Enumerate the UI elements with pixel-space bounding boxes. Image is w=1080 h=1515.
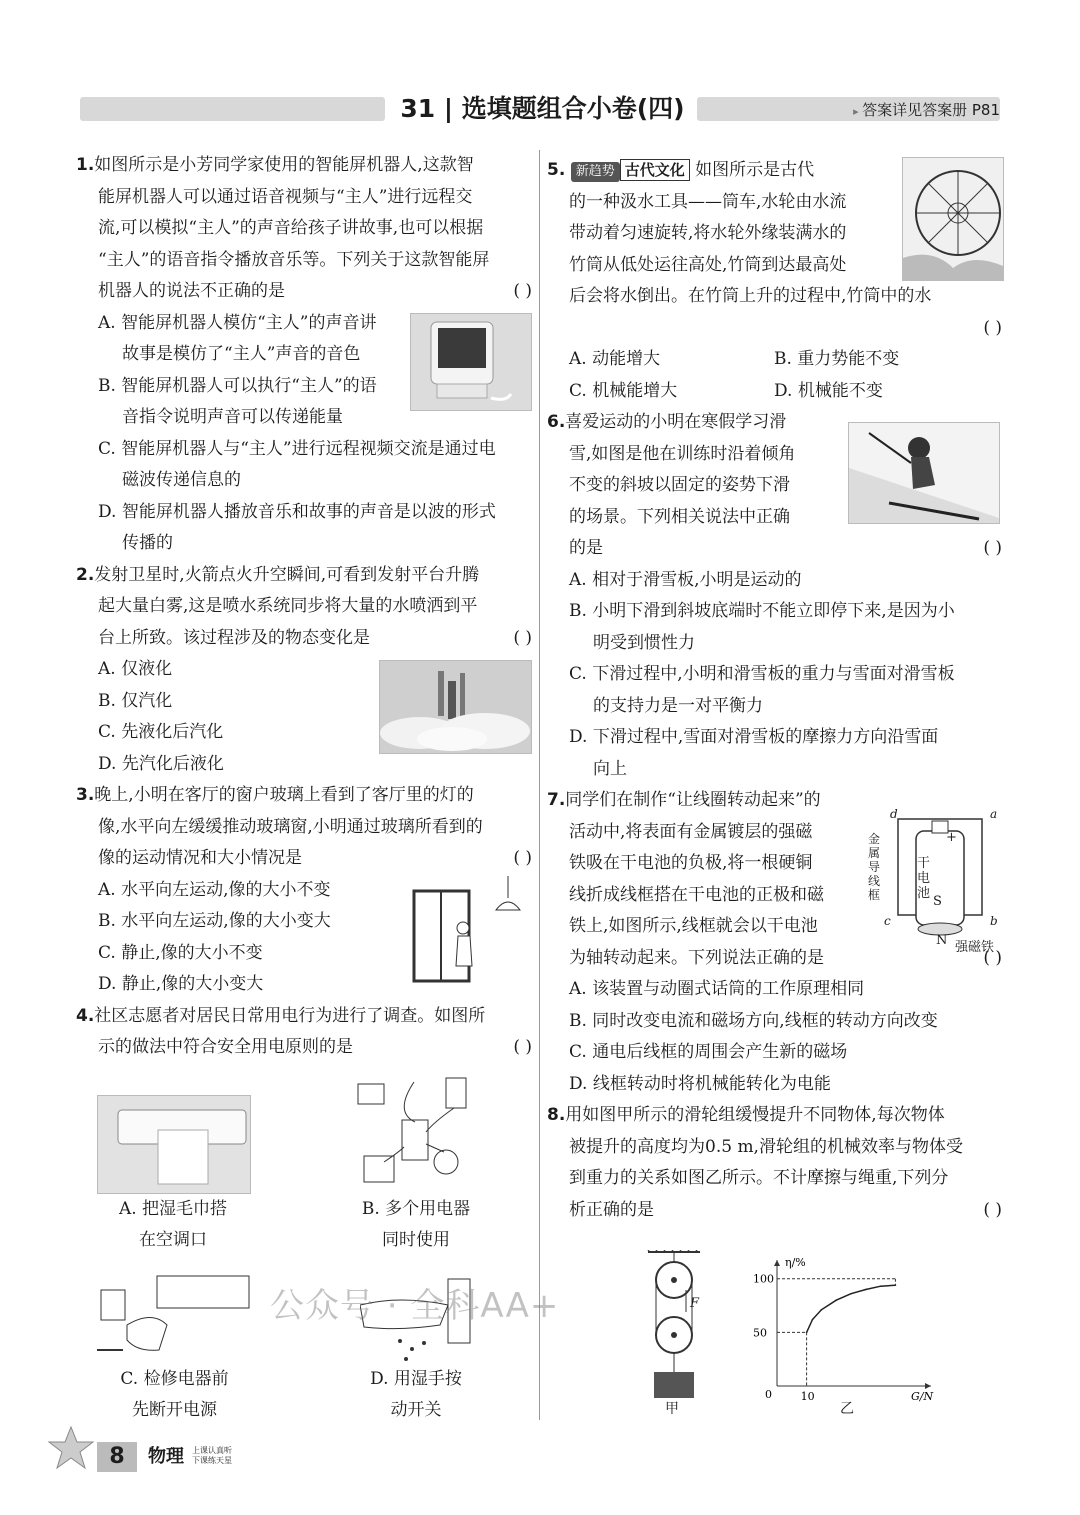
window-lamp-icon xyxy=(408,876,530,984)
question-text: 为轴转动起来。下列说法正确的是 xyxy=(569,947,824,968)
y-axis-arrow xyxy=(774,1260,780,1266)
question-text: 不变的斜坡以固定的姿势下滑 xyxy=(569,475,790,495)
option-c-cont: 磁波传递信息的 xyxy=(122,470,241,490)
option-c: C. 通电后线框的周围会产生新的磁场 xyxy=(569,1042,848,1062)
option-b: B. 智能屏机器人可以执行“主人”的语 xyxy=(98,375,377,396)
option-d-caption: D. 用湿手按 xyxy=(370,1369,462,1389)
efficiency-chart-svg xyxy=(745,1258,935,1408)
question-text: 流,可以模拟“主人”的声音给孩子讲故事,也可以根据 xyxy=(98,218,484,238)
question-number: 2. xyxy=(76,564,95,585)
question-text: 被提升的高度均为0.5 m,滑轮组的机械效率与物体受 xyxy=(569,1136,963,1157)
header-bar-left xyxy=(80,97,385,121)
option-c: C. 静止,像的大小不变 xyxy=(98,942,263,963)
answer-blank: ( ) xyxy=(983,538,1002,558)
option-a: A. 相对于滑雪板,小明是运动的 xyxy=(569,569,802,590)
robot-photo xyxy=(410,313,532,411)
option-d: D. 机械能不变 xyxy=(774,380,883,401)
switch-off-icon xyxy=(97,1270,252,1362)
option-a-caption: 在空调口 xyxy=(139,1230,207,1250)
robot-icon xyxy=(411,314,531,410)
question-number: 3. xyxy=(76,785,95,805)
question-text: 台上所致。该过程涉及的物态变化是 xyxy=(98,627,370,648)
option-d-cont: 向上 xyxy=(593,758,627,779)
data-point xyxy=(895,1284,897,1286)
answer-blank: ( ) xyxy=(513,627,532,648)
data-point xyxy=(865,1289,867,1291)
answer-blank: ( ) xyxy=(983,947,1002,968)
option-d: D. 先汽化后液化 xyxy=(98,753,224,774)
option-a: A. 智能屏机器人模仿“主人”的声音讲 xyxy=(98,312,377,333)
right-column xyxy=(547,155,1002,1226)
question-text: 如图所示是古代 xyxy=(695,160,815,180)
skier-photo xyxy=(848,422,1000,524)
question-4 xyxy=(76,1001,532,1064)
question-text: 起大量白雾,这是喷水系统同步将大量的水喷洒到平 xyxy=(98,596,478,616)
answer-blank: ( ) xyxy=(513,1037,532,1057)
column-divider xyxy=(539,150,540,1420)
option-a: A. 该装置与动圈式话筒的工作原理相同 xyxy=(569,979,865,999)
figure-a-label: 甲 xyxy=(665,1401,679,1417)
option-a: A. 水平向左运动,像的大小不变 xyxy=(98,879,331,900)
question-text: 晚上,小明在客厅的窗户玻璃上看到了客厅里的灯的 xyxy=(94,785,474,805)
multiple-appliances-drawing xyxy=(354,1072,482,1192)
option-d: D. 线框转动时将机械能转化为电能 xyxy=(569,1073,831,1094)
question-text: 后会将水倒出。在竹筒上升的过程中,竹筒中的水 xyxy=(569,286,932,306)
waterwheel-icon xyxy=(903,158,1003,280)
option-c: C. 下滑过程中,小明和滑雪板的重力与雪面对滑雪板 xyxy=(569,664,955,684)
rocket-photo xyxy=(379,660,532,754)
origin-label: 0 xyxy=(765,1388,772,1401)
subject-label: 物理 xyxy=(148,1446,184,1467)
y-axis-label: η/% xyxy=(785,1258,806,1269)
option-c-caption: 先断开电源 xyxy=(132,1400,217,1420)
answer-blank: ( ) xyxy=(513,848,532,868)
question-number: 4. xyxy=(76,1005,95,1026)
option-d: D. 下滑过程中,雪面对滑雪板的摩擦力方向沿雪面 xyxy=(569,727,939,747)
skier-icon xyxy=(849,423,999,523)
magnet-label: 强磁铁 xyxy=(955,940,995,955)
question-text: 线折成线框搭在干电池的正极和磁 xyxy=(569,884,824,905)
rocket-launch-icon xyxy=(380,661,531,753)
option-c: C. 机械能增大 xyxy=(569,380,678,401)
question-text: “主人”的语音指令播放音乐等。下列关于这款智能屏 xyxy=(98,249,490,270)
question-text: 能屏机器人可以通过语音视频与“主人”进行远程交 xyxy=(98,186,473,207)
question-number: 5. xyxy=(547,160,566,180)
question-text: 雪,如图是他在训练时沿着倾角 xyxy=(569,443,796,464)
mascot-star xyxy=(48,1425,94,1471)
question-text: 用如图甲所示的滑轮组缓慢提升不同物体,每次物体 xyxy=(565,1105,945,1125)
question-text: 像的运动情况和大小情况是 xyxy=(98,848,302,868)
option-c: C. 智能屏机器人与“主人”进行远程视频交流是通过电 xyxy=(98,438,496,459)
question-text: 竹筒从低处运往高处,竹筒到达最高处 xyxy=(569,254,847,275)
aircon-towel-photo xyxy=(97,1095,251,1194)
option-d-cont: 传播的 xyxy=(122,533,173,553)
question-text: 同学们在制作“让线圈转动起来”的 xyxy=(565,790,821,810)
option-d: D. 静止,像的大小变大 xyxy=(98,974,264,994)
waterwheel-drawing xyxy=(902,157,1004,281)
pole-n-label: N xyxy=(936,933,948,948)
answer-blank: ( ) xyxy=(983,317,1002,338)
window-photo xyxy=(408,876,530,984)
option-b-cont: 明受到惯性力 xyxy=(593,632,695,653)
aircon-icon xyxy=(98,1096,250,1193)
figure-b-label: 乙 xyxy=(840,1401,854,1417)
label-d: d xyxy=(890,807,898,821)
force-label: F xyxy=(690,1296,700,1311)
frame-label: 金属导线框 xyxy=(868,832,881,902)
page-number: 8 xyxy=(97,1442,137,1472)
option-a: A. 仅液化 xyxy=(98,659,173,679)
pulley-system-diagram xyxy=(640,1250,710,1405)
ancient-culture-tag: 古代文化 xyxy=(620,159,690,181)
question-text: 示的做法中符合安全用电原则的是 xyxy=(98,1037,353,1057)
data-point xyxy=(880,1285,882,1287)
option-d: D. 智能屏机器人播放音乐和故事的声音是以波的形式 xyxy=(98,501,496,522)
new-trend-tag: 新趋势 xyxy=(571,162,620,182)
question-text: 的是 xyxy=(569,538,603,558)
option-b: B. 小明下滑到斜坡底端时不能立即停下来,是因为小 xyxy=(569,601,955,621)
question-number: 8. xyxy=(547,1105,566,1125)
question-text: 发射卫星时,火箭点火升空瞬间,可看到发射平台升腾 xyxy=(94,564,480,585)
x-tick-label: 10 xyxy=(800,1390,815,1403)
x-axis-label: G/N xyxy=(911,1390,934,1403)
y-tick-label: 100 xyxy=(753,1272,774,1286)
data-point xyxy=(821,1309,823,1311)
question-text: 析正确的是 xyxy=(569,1199,654,1220)
pole-s-label: S xyxy=(933,894,942,909)
slogan-line-1: 上课认真听 xyxy=(192,1446,232,1455)
answer-blank: ( ) xyxy=(983,1199,1002,1220)
option-d-caption: 动开关 xyxy=(390,1400,442,1420)
slogan xyxy=(192,1446,252,1466)
power-strip-icon xyxy=(354,1072,482,1192)
option-a: A. 动能增大 xyxy=(569,349,661,369)
y-tick-label: 50 xyxy=(753,1326,767,1340)
label-a: a xyxy=(990,807,998,821)
question-text: 铁吸在干电池的负极,将一根硬铜 xyxy=(569,853,813,873)
question-text: 喜爱运动的小明在寒假学习滑 xyxy=(565,412,787,432)
question-text: 机器人的说法不正确的是 xyxy=(98,281,285,301)
question-text: 的场景。下列相关说法中正确 xyxy=(569,506,790,527)
option-b: B. 仅汽化 xyxy=(98,690,173,711)
option-b-caption: 同时使用 xyxy=(382,1230,450,1250)
star-icon xyxy=(48,1425,94,1471)
option-b-cont: 音指令说明声音可以传递能量 xyxy=(122,407,343,427)
question-text: 活动中,将表面有金属镀层的强磁 xyxy=(569,821,813,842)
data-point xyxy=(835,1299,837,1301)
question-text: 社区志愿者对居民日常用电行为进行了调查。如图所 xyxy=(94,1005,486,1026)
efficiency-series-line xyxy=(807,1285,896,1332)
page-title: 31 | 选填题组合小卷(四) xyxy=(400,94,685,123)
battery-label: 干电池 xyxy=(917,856,931,901)
question-text: 如图所示是小芳同学家使用的智能屏机器人,这款智 xyxy=(94,155,474,175)
option-b-caption: B. 多个用电器 xyxy=(361,1199,471,1219)
option-c-caption: C. 检修电器前 xyxy=(120,1369,229,1389)
question-number: 7. xyxy=(547,790,566,810)
option-b: B. 水平向左运动,像的大小变大 xyxy=(98,911,331,931)
option-c-cont: 的支持力是一对平衡力 xyxy=(593,695,763,716)
question-text: 铁上,如图所示,线框就会以干电池 xyxy=(569,916,818,936)
option-a-caption: A. 把湿毛巾搭 xyxy=(118,1199,228,1219)
question-number: 6. xyxy=(547,412,566,432)
answer-blank: ( ) xyxy=(513,281,532,301)
slogan-line-2: 下课练天星 xyxy=(192,1456,232,1465)
question-text: 像,水平向左缓缓推动玻璃窗,小明通过玻璃所看到的 xyxy=(98,816,483,837)
efficiency-chart xyxy=(745,1258,935,1408)
data-point xyxy=(850,1293,852,1295)
label-b: b xyxy=(990,914,998,928)
watermark: 公众号 · 全科AA+ xyxy=(270,1286,560,1326)
label-c: c xyxy=(884,914,891,928)
question-text: 带动着匀速旋转,将水轮外缘装满水的 xyxy=(569,223,847,243)
option-a-cont: 故事是模仿了“主人”声音的音色 xyxy=(122,344,361,364)
option-b: B. 同时改变电流和磁场方向,线框的转动方向改变 xyxy=(569,1010,938,1031)
pulley-icon xyxy=(640,1250,710,1405)
question-text: 到重力的关系如图乙所示。不计摩擦与绳重,下列分 xyxy=(569,1168,949,1188)
question-number: 1. xyxy=(76,155,95,175)
data-point xyxy=(812,1319,814,1321)
data-point xyxy=(806,1332,808,1334)
question-8 xyxy=(547,1100,1002,1226)
question-text: 的一种汲水工具——筒车,水轮由水流 xyxy=(569,191,847,212)
repair-unplug-drawing xyxy=(97,1270,252,1362)
option-b: B. 重力势能不变 xyxy=(774,349,900,369)
plus-label: + xyxy=(946,830,957,845)
x-axis-arrow xyxy=(925,1383,931,1389)
answer-reference: ▸ 答案详见答案册 P81 xyxy=(830,99,1000,121)
option-c: C. 先液化后汽化 xyxy=(98,722,224,742)
